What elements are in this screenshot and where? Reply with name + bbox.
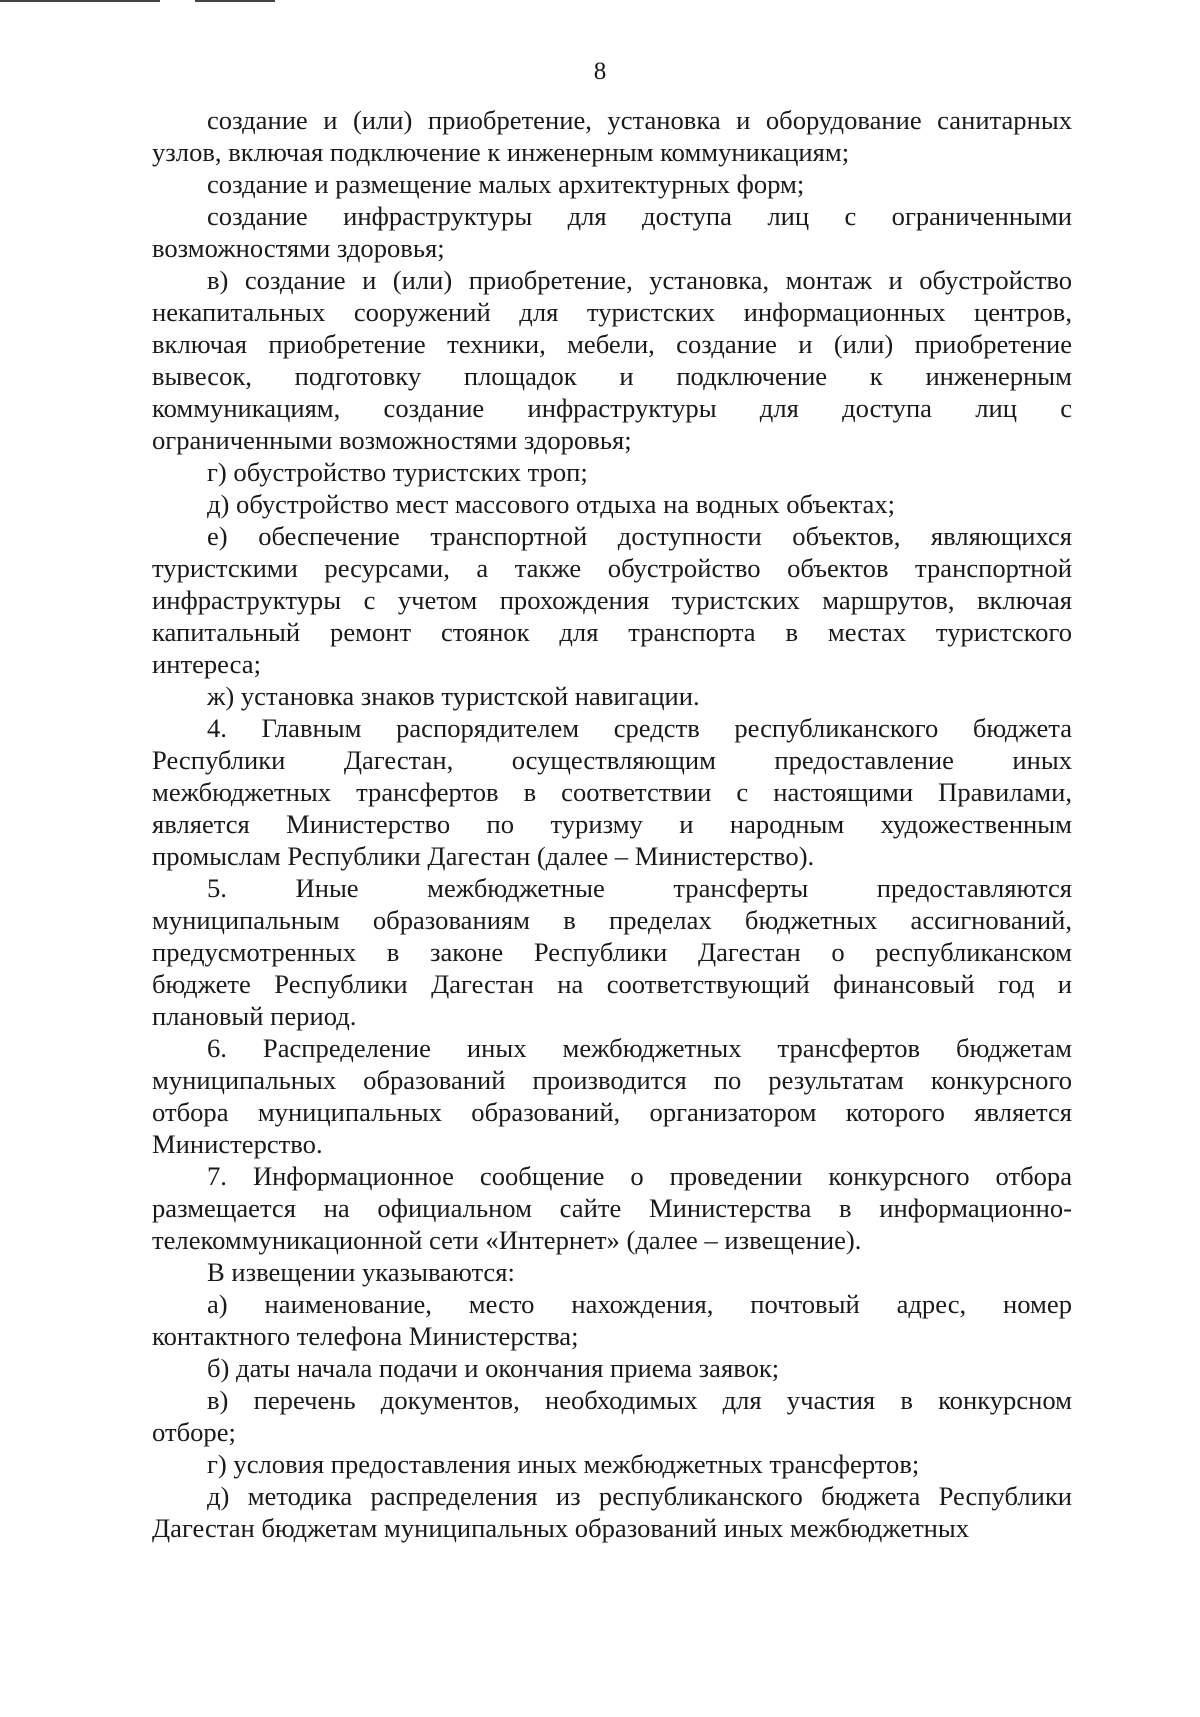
text-line: является Министерство по туризму и народным художественным (152, 809, 1072, 839)
paragraph (152, 200, 1072, 264)
text-line: е) обеспечение транспортной доступности объектов, являющихся (207, 521, 1072, 551)
text-line: д) обустройство мест массового отдыха на водных объектах; (207, 489, 895, 519)
paragraph (152, 1160, 1072, 1256)
text-line: создание и (или) приобретение, установка и оборудование санитарных (207, 105, 1072, 135)
text-line: 7. Информационное сообщение о проведении конкурсного отбора (207, 1161, 1072, 1191)
text-line: г) обустройство туристских троп; (207, 457, 588, 487)
text-line: 4. Главным распорядителем средств республиканского бюджета (207, 713, 1072, 743)
text-line: муниципальных образований производится по результатам конкурсного (152, 1065, 1072, 1095)
text-line: муниципальным образованиям в пределах бюджетных ассигнований, (152, 905, 1072, 935)
text-line: ж) установка знаков туристской навигации. (207, 681, 700, 711)
text-line: создание и размещение малых архитектурных форм; (207, 169, 805, 199)
paragraph (152, 872, 1072, 1032)
page-number: 8 (593, 58, 607, 85)
text-line: бюджете Республики Дагестан на соответствующий финансовый год и (152, 969, 1072, 999)
paragraph (152, 520, 1072, 680)
text-line: контактного телефона Министерства; (152, 1321, 579, 1351)
paragraph (152, 680, 1072, 712)
text-line: Республики Дагестан, осуществляющим предоставление иных (152, 745, 1072, 775)
paragraph (152, 168, 1072, 200)
paragraph (152, 1480, 1072, 1544)
text-line: В извещении указываются: (207, 1257, 515, 1287)
text-line: капитальный ремонт стоянок для транспорта в местах туристского (152, 617, 1072, 647)
text-line: промыслам Республики Дагестан (далее – Министерство). (152, 841, 815, 871)
text-line: туристскими ресурсами, а также обустройство объектов транспортной (152, 553, 1072, 583)
text-line: д) методика распределения из республиканского бюджета Республики (207, 1481, 1072, 1511)
text-line: в) перечень документов, необходимых для участия в конкурсном (207, 1385, 1072, 1415)
paragraph (152, 1256, 1072, 1288)
text-line: б) даты начала подачи и окончания приема заявок; (207, 1353, 780, 1383)
text-line: включая приобретение техники, мебели, создание и (или) приобретение (152, 329, 1072, 359)
text-line: межбюджетных трансфертов в соответствии с настоящими Правилами, (152, 777, 1072, 807)
text-line: в) создание и (или) приобретение, установка, монтаж и обустройство (207, 265, 1072, 295)
text-line: телекоммуникационной сети «Интернет» (далее – извещение). (152, 1225, 862, 1255)
text-line: Министерство. (152, 1129, 323, 1159)
text-line: предусмотренных в законе Республики Дагестан о республиканском (152, 937, 1072, 967)
paragraph (152, 1448, 1072, 1480)
text-line: создание инфраструктуры для доступа лиц с ограниченными (207, 201, 1072, 231)
scan-edge-line (195, 0, 275, 2)
text-line: возможностями здоровья; (152, 233, 445, 263)
text-line: отбора муниципальных образований, организатором которого является (152, 1097, 1072, 1127)
text-line: а) наименование, место нахождения, почтовый адрес, номер (207, 1289, 1072, 1319)
document-body (152, 104, 1072, 1544)
paragraph (152, 1032, 1072, 1160)
text-line: 5. Иные межбюджетные трансферты предоставляются (207, 873, 1072, 903)
text-line: ограниченными возможностями здоровья; (152, 425, 632, 455)
text-line: интереса; (152, 649, 261, 679)
paragraph (152, 104, 1072, 168)
text-line: Дагестан бюджетам муниципальных образований иных межбюджетных (152, 1513, 970, 1543)
text-line: размещается на официальном сайте Министерства в информационно- (152, 1193, 1072, 1223)
paragraph (152, 1352, 1072, 1384)
text-line: некапитальных сооружений для туристских информационных центров, (152, 297, 1072, 327)
text-line: плановый период. (152, 1001, 357, 1031)
text-line: инфраструктуры с учетом прохождения туристских маршрутов, включая (152, 585, 1072, 615)
paragraph (152, 456, 1072, 488)
paragraph (152, 488, 1072, 520)
paragraph (152, 1384, 1072, 1448)
paragraph (152, 1288, 1072, 1352)
scan-edge-line (0, 0, 160, 2)
text-line: узлов, включая подключение к инженерным коммуникациям; (152, 137, 850, 167)
text-line: 6. Распределение иных межбюджетных трансфертов бюджетам (207, 1033, 1072, 1063)
paragraph (152, 264, 1072, 456)
paragraph (152, 712, 1072, 872)
text-line: вывесок, подготовку площадок и подключение к инженерным (152, 361, 1072, 391)
text-line: г) условия предоставления иных межбюджетных трансфертов; (207, 1449, 920, 1479)
text-line: коммуникациям, создание инфраструктуры для доступа лиц с (152, 393, 1072, 423)
text-line: отборе; (152, 1417, 236, 1447)
